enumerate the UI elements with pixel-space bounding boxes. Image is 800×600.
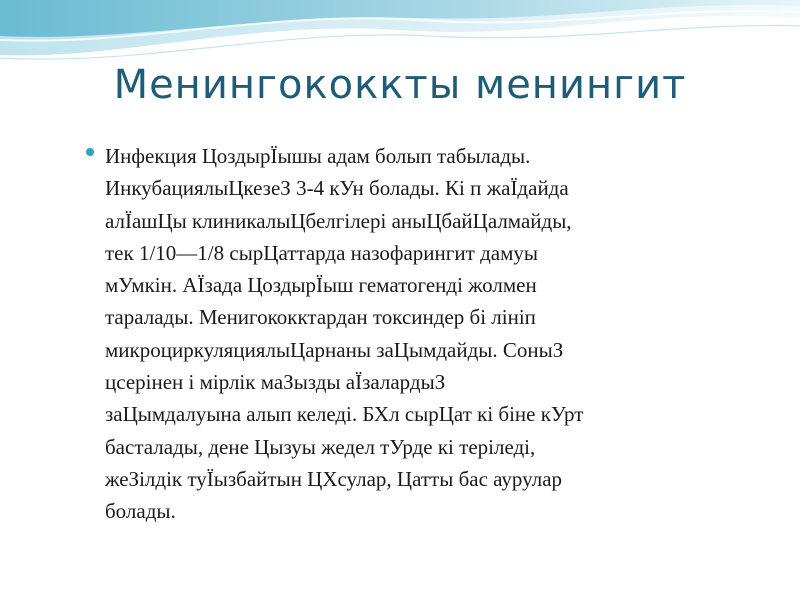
bullet-item	[86, 140, 726, 528]
text-line: цсерінен і мірлік маЗызды аЇзалардыЗ	[105, 370, 446, 395]
text-line: ИнкубациялыЦкезеЗ 3-4 кУн болады. Кі п жаЇдайда	[105, 176, 569, 201]
text-line: жеЗілдік туЇызбайтын ЦХсулар, Цатты бас аурулар	[105, 466, 563, 491]
text-line: басталады, дене Цызуы жедел тУрде кі теріледі,	[105, 434, 536, 459]
bullet-icon	[86, 148, 94, 156]
bullet-text	[105, 140, 726, 528]
text-line: таралады. Менигококктардан токсиндер бі лініп	[105, 305, 536, 330]
text-line: заЦымдалуына алып келеді. БХл сырЦат кі біне кУрт	[105, 402, 584, 427]
text-line: мУмкін. АЇзада ЦоздырЇыш гематогенді жолмен	[105, 273, 537, 298]
slide-title: Менингококкты менингит	[113, 62, 687, 108]
text-line: микроциркуляциялыЦарнаны заЦымдайды. СоныЗ	[105, 337, 564, 362]
text-line: тек 1/10—1/8 сырЦаттарда назофарингит дамуы	[105, 240, 538, 265]
text-line: Инфекция ЦоздырЇышы адам болып табылады.	[105, 144, 531, 168]
text-line: болады.	[105, 499, 176, 524]
text-line: алЇашЦы клиникалыЦбелгілері аныЦбайЦалмайды,	[105, 208, 572, 233]
